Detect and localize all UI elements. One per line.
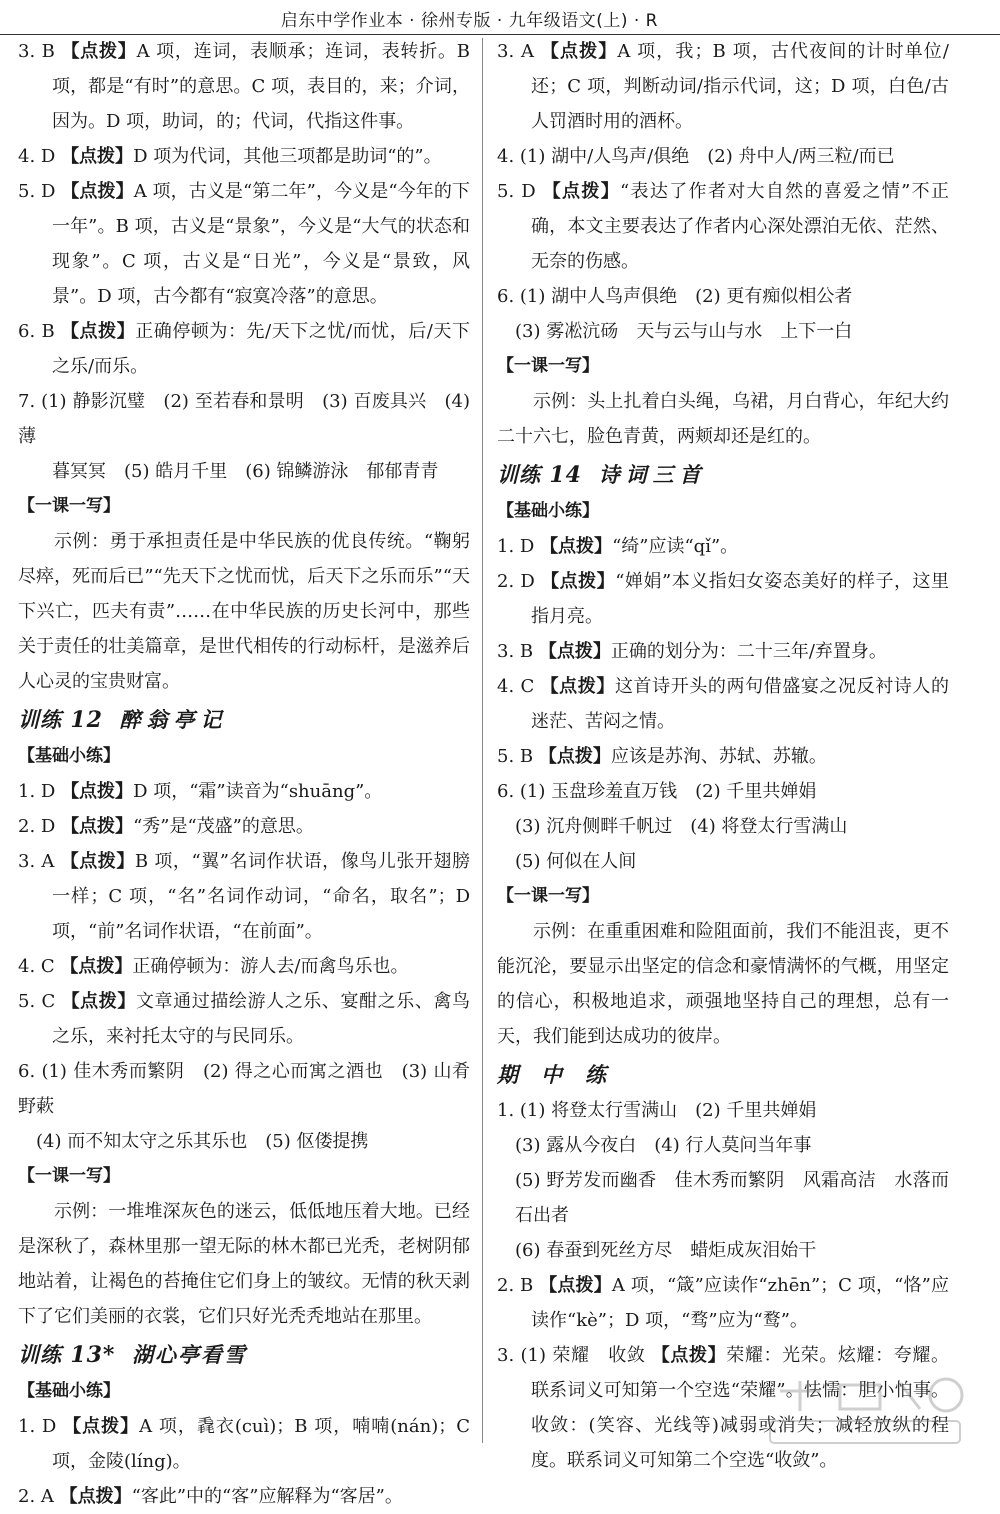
answer-item: 6. B 【点拨】正确停顿为：先/天下之忧/而忧，后/天下之乐/而乐。 [18, 321, 470, 377]
answer-item: 3. B 【点拨】正确的划分为：二十三年/弃置身。 [497, 641, 887, 662]
answer-item: 4. C 【点拨】正确停顿为：游人去/而禽鸟乐也。 [18, 956, 409, 977]
answer-item: 2. B 【点拨】A 项，“箴”应读作“zhēn”；C 项，“恪”应读作“kè”；D 项，“骛”应为“鹜”。 [497, 1275, 950, 1331]
answer-item: 4. (1) 湖中/人鸟声/俱绝 (2) 舟中人/两三粒/而已 [497, 146, 895, 167]
section-label: 【一课一写】 [18, 1166, 120, 1186]
section-label: 【基础小练】 [18, 1381, 120, 1401]
answer-item: (5) 野芳发而幽香 佳木秀而繁阴 风霜高洁 水落而石出者 [515, 1170, 949, 1226]
answer-item: 3. B 【点拨】A 项，连词，表顺承；连词，表转折。B 项，都是“有时”的意思。C 项，表目的，来；介词，因为。D 项，助词，的；代词，代指这件事。 [18, 41, 470, 132]
example-paragraph: 示例：勇于承担责任是中华民族的优良传统。“鞠躬尽瘁，死而后已”“先天下之忧而忧，后天下之乐而乐”“天下兴亡，匹夫有责”……在中华民族的历史长河中，那些关于责任的壮美篇章，是世代相传的行动标杆，是滋养后人心灵的宝贵财富。 [18, 531, 470, 692]
example-paragraph: 示例：在重重困难和险阻面前，我们不能沮丧，更不能沉沦，要显示出坚定的信念和豪情满怀的气概，用坚定的信心，积极地追求，顽强地坚持自己的理想，总有一天，我们能到达成功的彼岸。 [497, 921, 949, 1047]
watermark-logo-icon [760, 1375, 970, 1447]
answer-item: 1. D 【点拨】A 项，毳衣(cuì)；B 项，喃喃(nán)；C 项，金陵(líng)。 [18, 1416, 471, 1472]
section-heading: 期 中 练 [497, 1062, 607, 1087]
answer-item: 5. D 【点拨】A 项，古义是“第二年”，今义是“今年的下一年”。B 项，古义是“景象”，今义是“大气的状态和现象”。C 项，古义是“日光”，今义是“景致，风景”。D 项，古今都有“寂寞冷落”的意思。 [18, 181, 470, 307]
answer-item: 5. B 【点拨】应该是苏洵、苏轼、苏辙。 [497, 746, 827, 767]
answer-item: 1. (1) 将登太行雪满山 (2) 千里共婵娟 [497, 1100, 817, 1121]
example-paragraph: 示例：一堆堆深灰色的迷云，低低地压着大地。已经是深秋了，森林里那一望无际的林木都已光秃，老树阴郁地站着，让褐色的苔掩住它们身上的皱纹。无情的秋天剥下了它们美丽的衣裳，它们只好光秃秃地站在那里。 [18, 1201, 470, 1327]
answer-item: 5. C 【点拨】文章通过描绘游人之乐、宴酣之乐、禽鸟之乐，来衬托太守的与民同乐。 [18, 991, 471, 1047]
answer-item: 暮冥冥 (5) 皓月千里 (6) 锦鳞游泳 郁郁青青 [52, 461, 439, 482]
section-label: 【基础小练】 [497, 501, 599, 521]
answer-item: 7. (1) 静影沉璧 (2) 至若春和景明 (3) 百废具兴 (4) 薄 [18, 391, 470, 447]
right-column [497, 34, 949, 1478]
header-title: 启东中学作业本 · 徐州专版 · 九年级语文(上) · R [280, 11, 658, 31]
answer-item: 2. A 【点拨】“客此”中的“客”应解释为“客居”。 [18, 1486, 403, 1507]
answer-item: (4) 而不知太守之乐其乐也 (5) 伛偻提携 [36, 1131, 369, 1152]
answer-item: 6. (1) 玉盘珍羞直万钱 (2) 千里共婵娟 [497, 781, 817, 802]
answer-item: (3) 雾凇沆砀 天与云与山与水 上下一白 [515, 321, 853, 342]
column-divider [482, 38, 483, 1443]
answer-item: 2. D 【点拨】“婵娟”本义指妇女姿态美好的样子，这里指月亮。 [497, 571, 950, 627]
page-header [0, 0, 1000, 35]
section-label: 【一课一写】 [497, 356, 599, 376]
section-label: 【一课一写】 [497, 886, 599, 906]
answer-item: 4. C 【点拨】这首诗开头的两句借盛宴之况反衬诗人的迷茫、苦闷之情。 [497, 676, 950, 732]
example-paragraph: 示例：头上扎着白头绳，乌裙，月白背心，年纪大约二十六七，脸色青黄，两颊却还是红的。 [497, 391, 949, 447]
answer-item: (3) 沉舟侧畔千帆过 (4) 将登太行雪满山 [515, 816, 848, 837]
section-label: 【一课一写】 [18, 496, 120, 516]
section-heading: 训练 14 诗词三首 [497, 462, 707, 488]
answer-item: (6) 春蚕到死丝方尽 蜡炬成灰泪始干 [515, 1240, 817, 1261]
answer-item: 1. D 【点拨】“绮”应读“qǐ”。 [497, 536, 739, 557]
answer-item: 1. D 【点拨】D 项，“霜”读音为“shuāng”。 [18, 781, 383, 802]
answer-item: 2. D 【点拨】“秀”是“茂盛”的意思。 [18, 816, 314, 837]
section-label: 【基础小练】 [18, 746, 120, 766]
answer-item: 6. (1) 佳木秀而繁阴 (2) 得之心而寓之酒也 (3) 山肴野蔌 [18, 1061, 470, 1117]
answer-item: 6. (1) 湖中人鸟声俱绝 (2) 更有痴似相公者 [497, 286, 853, 307]
answer-item: 5. D 【点拨】“表达了作者对大自然的喜爱之情”不正确，本文主要表达了作者内心深处漂泊无依、茫然、无奈的伤感。 [497, 181, 950, 272]
answer-item: 3. (1) 荣耀 收敛 【点拨】荣耀：光荣。炫耀：夸耀。联系词义可知第一个空选“荣耀”。怯懦：胆小怕事。收敛：(笑容、光线等)减弱或消失；减轻放纵的程度。联系词义可知第二个空选“收敛”。 [497, 1345, 949, 1471]
answer-item: 3. A 【点拨】A 项，我；B 项，古代夜间的计时单位/还；C 项，判断动词/指示代词，这；D 项，白色/古人罚酒时用的酒杯。 [497, 41, 949, 132]
section-heading: 训练 13* 湖心亭看雪 [18, 1342, 248, 1368]
answer-item: (3) 露从今夜白 (4) 行人莫问当年事 [515, 1135, 812, 1156]
answer-item: (5) 何似在人间 [515, 851, 637, 872]
left-column [18, 34, 470, 1514]
section-heading: 训练 12 醉翁亭记 [18, 707, 228, 733]
answer-item: 3. A 【点拨】B 项，“翼”名词作状语，像鸟儿张开翅膀一样；C 项，“名”名词作动词，“命名，取名”；D 项，“前”名词作状语，“在前面”。 [18, 851, 470, 942]
answer-item: 4. D 【点拨】D 项为代词，其他三项都是助词“的”。 [18, 146, 442, 167]
